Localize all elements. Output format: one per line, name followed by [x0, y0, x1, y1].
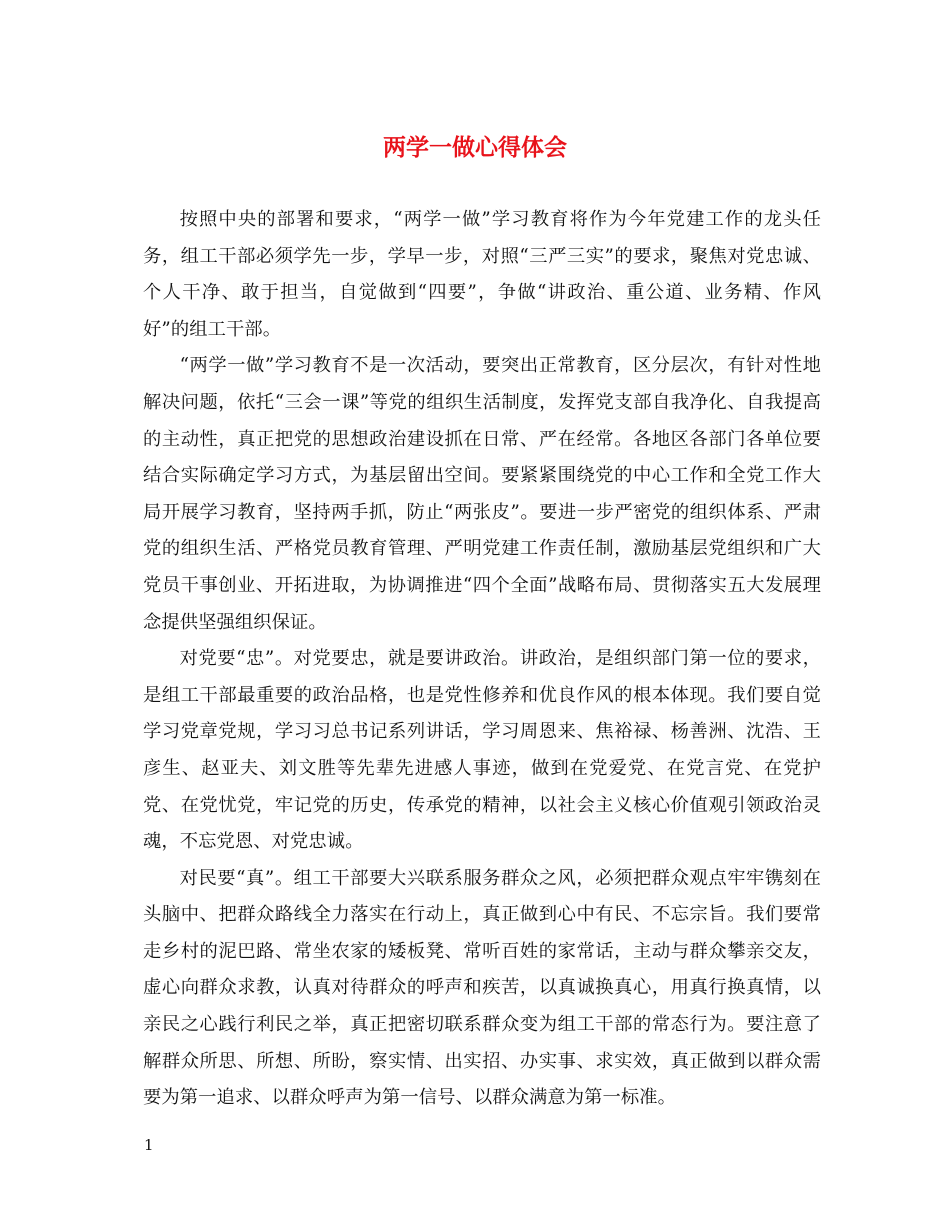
page-number: 1: [144, 1136, 154, 1154]
paragraph-2: “两学一做”学习教育不是一次活动，要突出正常教育，区分层次，有针对性地解决问题，依托“三会一课”等党的组织生活制度，发挥党支部自我净化、自我提高的主动性，真正把党的思想政治建设抓在日常、严在经常。各地区各部门各单位要结合实际确定学习方式，为基层留出空间。要紧紧围绕党的中心工作和全党工作大局开展学习教育，坚持两手抓，防止“两张皮”。要进一步严密党的组织体系、严肃党的组织生活、严格党员教育管理、严明党建工作责任制，激励基层党组织和广大党员干事创业、开拓进取，为协调推进“四个全面”战略布局、贯彻落实五大发展理念提供坚强组织保证。: [143, 355, 821, 633]
page-title: 两学一做心得体会: [383, 134, 567, 161]
paragraph-3: 对党要“忠”。对党要忠，就是要讲政治。讲政治，是组织部门第一位的要求，是组工干部最重要的政治品格，也是党性修养和优良作风的根本体现。我们要自觉学习党章党规，学习习总书记系列讲话，学习周恩来、焦裕禄、杨善洲、沈浩、王彦生、赵亚夫、刘文胜等先辈先进感人事迹，做到在党爱党、在党言党、在党护党、在党忧党，牢记党的历史，传承党的精神，以社会主义核心价值观引领政治灵魂，不忘党恩、对党忠诚。: [143, 648, 821, 853]
document-body: [143, 202, 821, 1117]
paragraph-4: 对民要“真”。组工干部要大兴联系服务群众之风，必须把群众观点牢牢镌刻在头脑中、把群众路线全力落实在行动上，真正做到心中有民、不忘宗旨。我们要常走乡村的泥巴路、常坐农家的矮板凳、常听百姓的家常话，主动与群众攀亲交友，虚心向群众求教，认真对待群众的呼声和疾苦，以真诚换真心，用真行换真情，以亲民之心践行利民之举，真正把密切联系群众变为组工干部的常态行为。要注意了解群众所思、所想、所盼，察实情、出实招、办实事、求实效，真正做到以群众需要为第一追求、以群众呼声为第一信号、以群众满意为第一标准。: [143, 867, 821, 1109]
paragraph-1: 按照中央的部署和要求，“两学一做”学习教育将作为今年党建工作的龙头任务，组工干部必须学先一步，学早一步，对照“三严三实”的要求，聚焦对党忠诚、个人干净、敢于担当，自觉做到“四要”，争做“讲政治、重公道、业务精、作风好”的组工干部。: [143, 209, 821, 340]
